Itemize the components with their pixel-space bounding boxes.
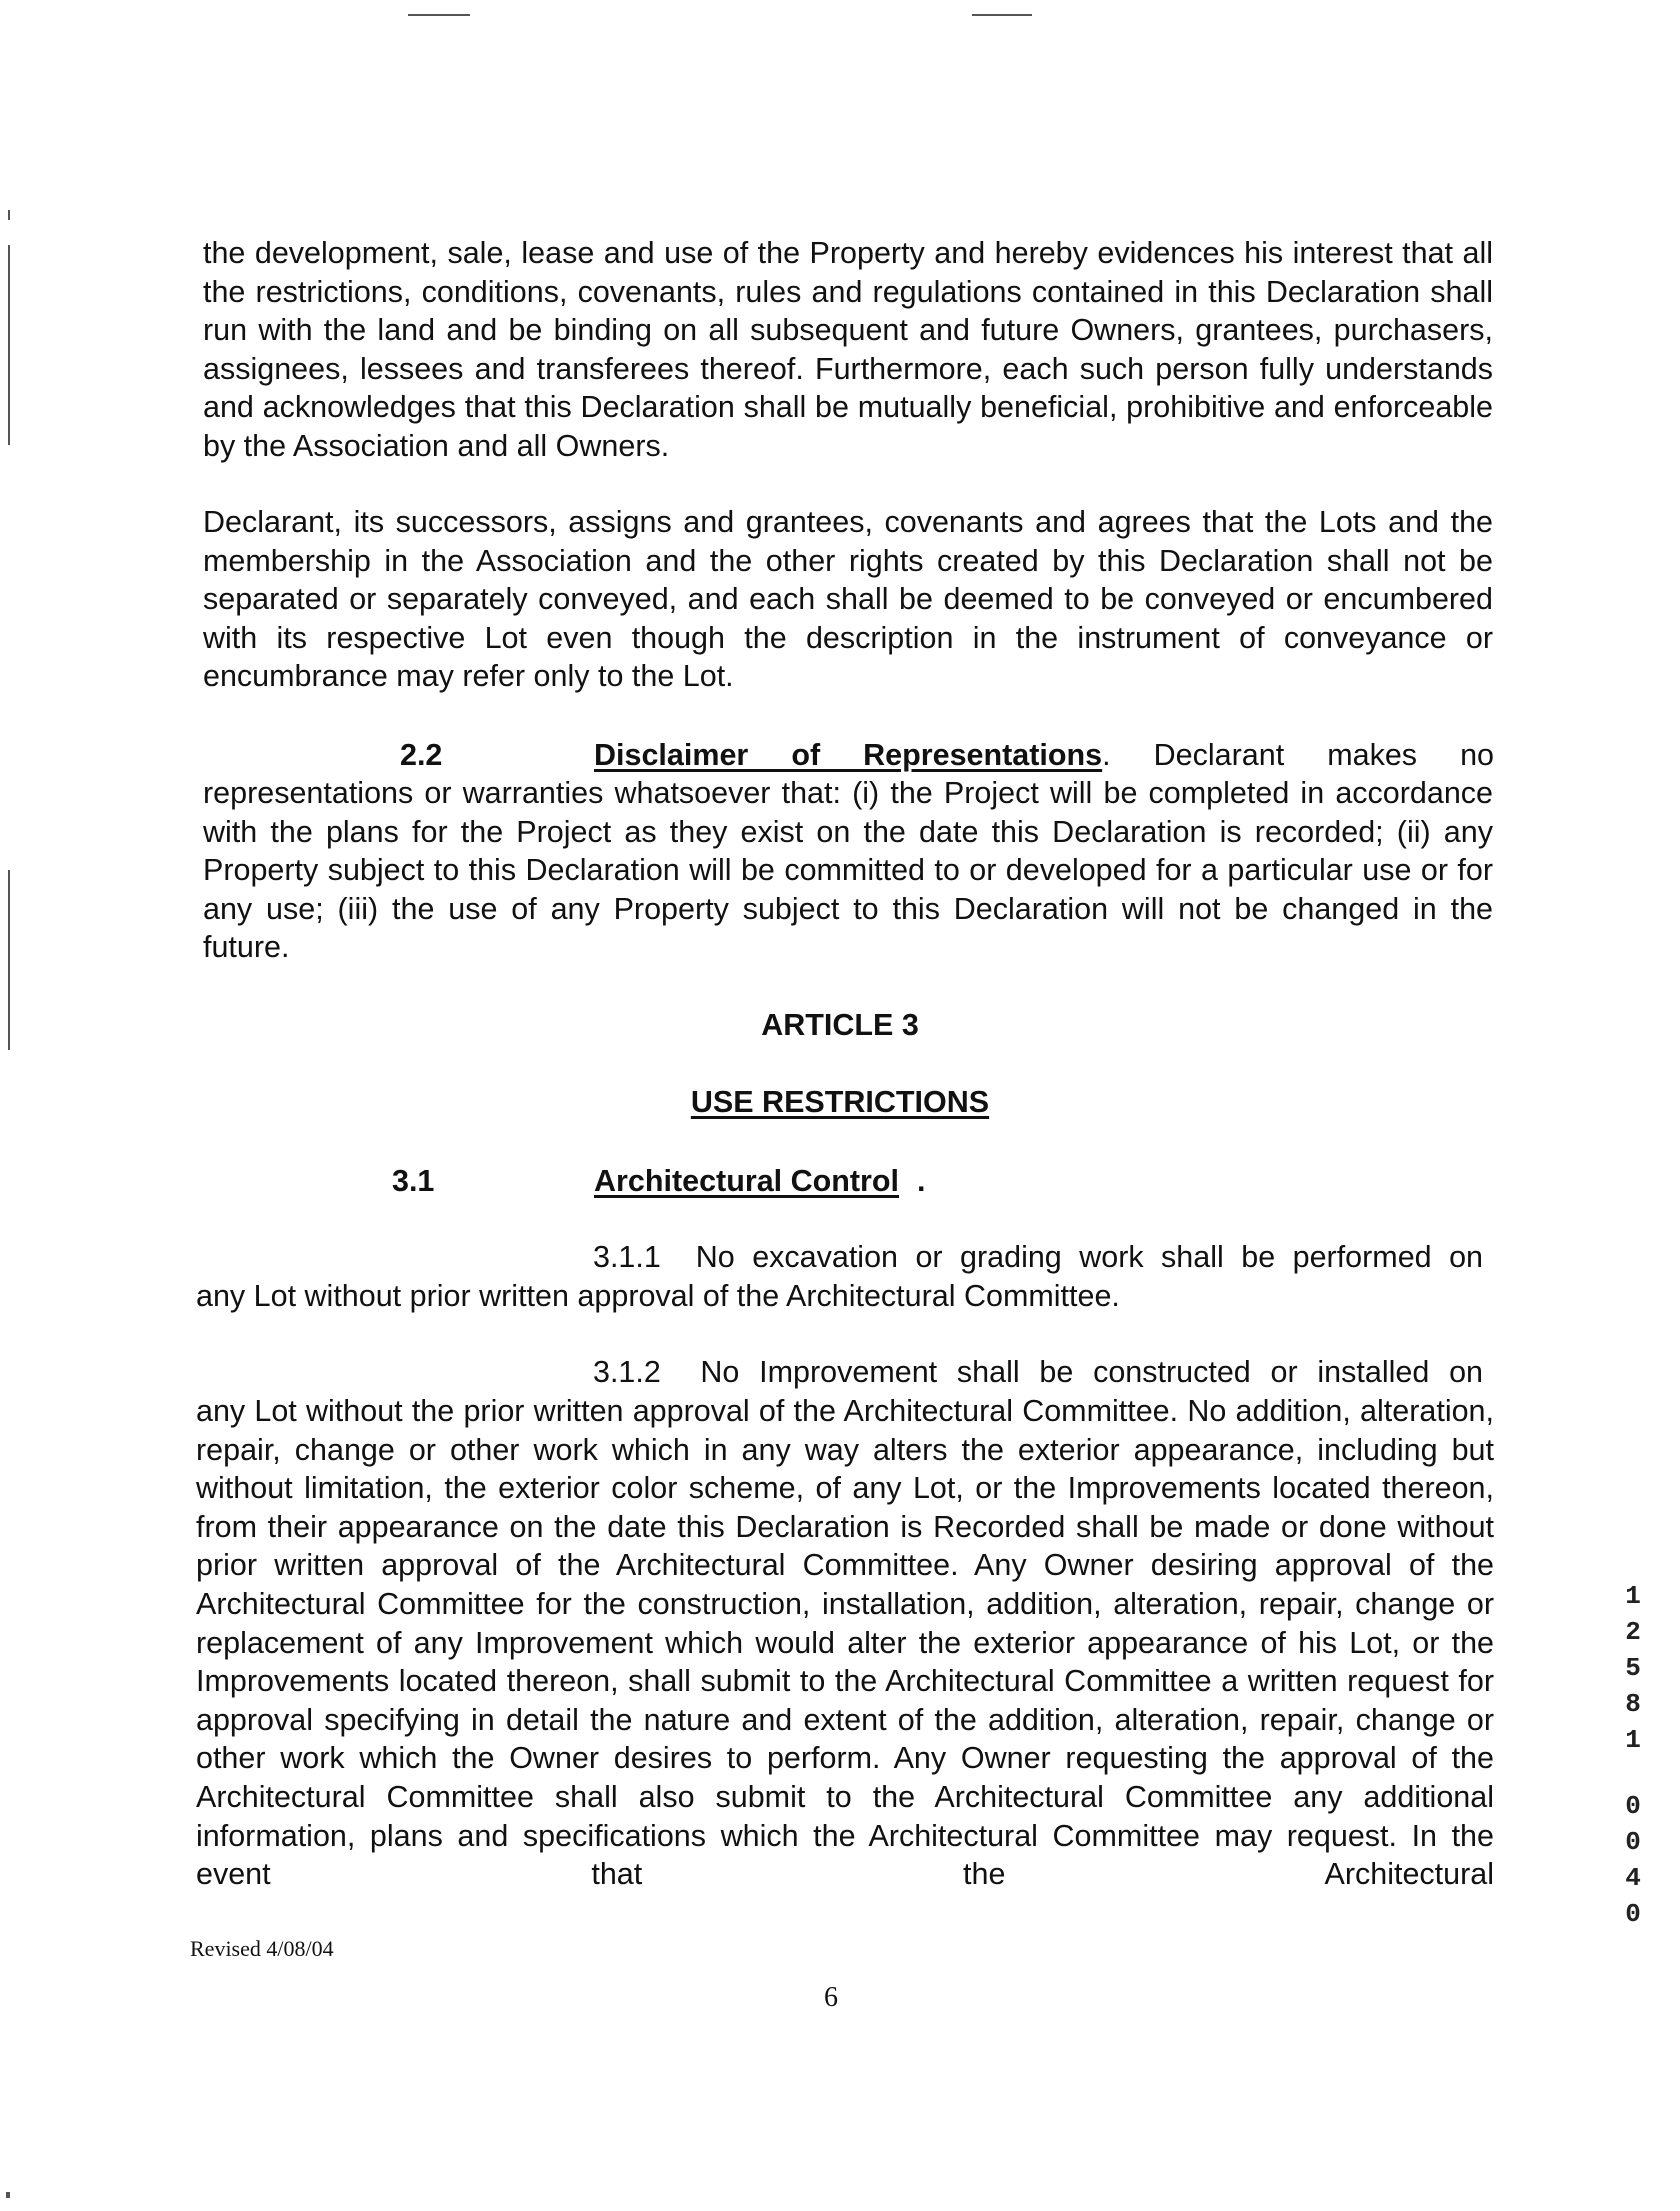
article-label: ARTICLE 3 [761, 1008, 919, 1042]
stamp-char: 4 [1625, 1863, 1641, 1893]
section-3-1-title-text: Architectural Control [594, 1164, 900, 1198]
section-3-1-2-rest: any Lot without the prior written approval of the Architectural Committee. No addition, alteration, repair, change or other work which in any way alters the exterior appearance, including but without limitation, the exterior color scheme, of any Lot, or the Improvements located thereon, from their appearance on the date this Declaration is Recorded shall be made or done without prior written approval of the Architectural Committee. Any Owner desiring approval of the Architectural Committee for the construction, installation, addition, alteration, repair, change or replacement of any Improvement which would alter the exterior appearance of his Lot, or the Improvements located thereon, shall submit to the Architectural Committee a written request for approval specifying in detail the nature and extent of the addition, alteration, repair, change or other work which the Owner desires to perform. Any Owner requesting the approval of the Architectural Committee shall also submit to the Architectural Committee any additional information, plans and specifications which the Architectural Committee may request. In the event that the Architectural [196, 1394, 1494, 1892]
section-3-1-1-rest: any Lot without prior written approval of the Architectural Committee. [196, 1279, 1120, 1313]
stamp-gap [1620, 1758, 1646, 1788]
revised-date: Revised 4/08/04 [190, 1936, 334, 1961]
section-3-1-2-number: 3.1.2 [593, 1355, 661, 1389]
section-3-1-1-number: 3.1.1 [593, 1240, 661, 1274]
scan-mark-bottom-left [6, 2192, 10, 2198]
scan-mark-top-center [972, 14, 1032, 16]
recording-stamp [1620, 1578, 1646, 1932]
stamp-char: 0 [1625, 1791, 1641, 1821]
stamp-char: 2 [1625, 1617, 1641, 1647]
stamp-char: 1 [1625, 1725, 1641, 1755]
stamp-char: 0 [1625, 1827, 1641, 1857]
section-3-1-1-first-text: No excavation or grading work shall be performed on [695, 1240, 1483, 1274]
section-3-1-title-end: . [917, 1164, 926, 1198]
section-2-2-number: 2.2 [400, 738, 443, 772]
section-3-1-2-first-line [593, 1353, 1483, 1392]
page-number: 6 [824, 1982, 838, 2013]
section-3-1-number: 3.1 [392, 1164, 435, 1198]
paragraph-declaration-binding: the development, sale, lease and use of the Property and hereby evidences his interest that all the restrictions, conditions, covenants, rules and regulations contained in this Declaration shall run with the land and be binding on all subsequent and future Owners, grantees, purchasers, assignees, lessees and transferees thereof. Furthermore, each such person fully understands and acknowledges that this Declaration shall be mutually beneficial, prohibitive and enforceable by the Association and all Owners. [203, 236, 1493, 463]
stamp-char: 0 [1625, 1899, 1641, 1929]
article-title [0, 1083, 1680, 1121]
section-2-2-body: representations or warranties whatsoever that: (i) the Project will be completed in accordance with the plans for the Project as they exist on the date this Declaration is recorded; (ii) any Property subject to this Declaration will be committed to or developed for a particular use or for any use; (iii) the use of any Property subject to this Declaration will not be changed in the future. [203, 776, 1493, 965]
stamp-char: 5 [1625, 1653, 1641, 1683]
stamp-char: 8 [1625, 1689, 1641, 1719]
section-3-1-2-first-text: No Improvement shall be constructed or installed on [700, 1355, 1483, 1389]
section-2-2-heading-line [594, 736, 1494, 774]
scan-mark-left-1 [8, 210, 10, 220]
stamp-char: 1 [1625, 1581, 1641, 1611]
scan-mark-top-left [408, 14, 470, 16]
scan-mark-left-2 [8, 245, 10, 445]
section-2-2-title: Disclaimer of Representations [594, 738, 1103, 772]
article-title-text: USE RESTRICTIONS [690, 1085, 990, 1119]
section-3-1-1-first-line [593, 1238, 1483, 1277]
section-2-2-lead: . Declarant makes no [1102, 738, 1494, 772]
section-3-1-title [594, 1162, 899, 1200]
paragraph-declarant-covenants: Declarant, its successors, assigns and grantees, covenants and agrees that the Lots and the membership in the Association and the other rights created by this Declaration shall not be separated or separately conveyed, and each shall be deemed to be conveyed or encumbered with its respective Lot even though the description in the instrument of conveyance or encumbrance may refer only to the Lot. [203, 505, 1493, 694]
